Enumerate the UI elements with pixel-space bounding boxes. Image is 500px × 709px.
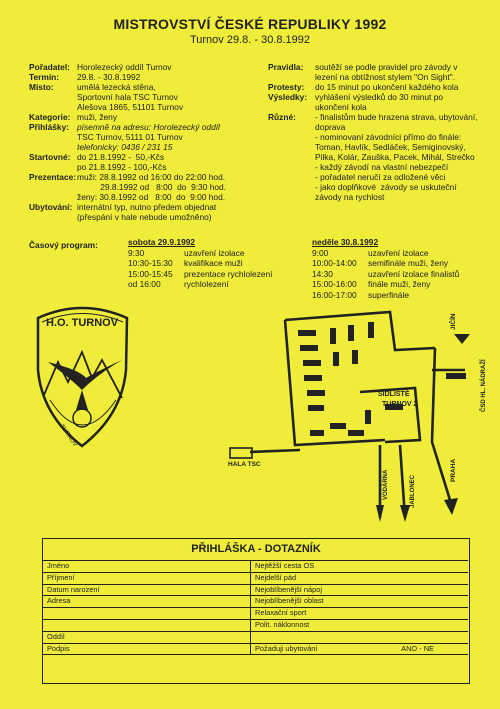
info-value (315, 82, 458, 92)
form-row (43, 644, 468, 656)
schedule-time: 10:00-14:00 (312, 258, 357, 269)
info-line: Sportovní hala TSC Turnov (77, 92, 178, 102)
info-row (29, 202, 244, 222)
info-line: ukončení kola (315, 102, 367, 112)
logo-bird-tail (76, 390, 88, 410)
info-label: Prezentace: (29, 172, 77, 182)
map-building (330, 328, 336, 344)
info-label: Místo: (29, 82, 54, 92)
form-field-right[interactable]: Požaduji ubytování ANO - NE (255, 643, 434, 653)
info-line: vyhlášení výsledků do 30 minut po (315, 92, 444, 102)
form-field-left[interactable]: Jméno (43, 561, 251, 572)
info-line: - finalistům bude hrazena strava, ubytování, (315, 112, 478, 122)
map-building (308, 405, 324, 411)
schedule-event: superfinále (368, 289, 409, 300)
info-line: ženy: 30.8.1992 od 8:00 do 9:00 hod. (77, 192, 226, 202)
form-title: PŘIHLÁŠKA - DOTAZNÍK (191, 543, 321, 555)
schedule-item (312, 279, 459, 290)
map-jablonec-label: JABLONEC (410, 474, 416, 508)
info-line: internátní typ, nutno předem objednat (77, 202, 217, 212)
form-field-left[interactable]: Podpis (43, 644, 251, 655)
schedule-event: uzavření izolace finalistů (368, 268, 460, 279)
info-label: Protesty: (268, 82, 305, 92)
info-line: umělá lezecká stěna, (77, 82, 156, 92)
schedule-time: 14:30 (312, 268, 333, 279)
info-value (77, 172, 226, 202)
form-field-right[interactable]: Polit. náklonnost (255, 619, 310, 629)
info-value (77, 122, 220, 152)
form-row (43, 632, 468, 644)
location-map (200, 300, 500, 525)
info-value (77, 152, 166, 172)
schedule-event: prezentace rychlolezení (184, 268, 273, 279)
form-grid (43, 560, 468, 655)
info-row (29, 152, 244, 172)
map-estate-label-1: SÍDLIŠTĚ (378, 391, 410, 398)
info-line: - jako doplňkové závody se uskuteční (315, 182, 457, 192)
info-line: soutěží se podle pravidel pro závody v (315, 62, 458, 72)
schedule-event: semifinále muži, ženy (368, 258, 449, 269)
info-row (29, 82, 244, 112)
info-row (29, 72, 244, 82)
form-field-left[interactable]: Datum narození (43, 585, 251, 596)
schedule-event: uzavření izolace (368, 247, 429, 258)
map-building (368, 322, 374, 338)
info-value (77, 112, 117, 122)
schedule-event: kvalifikace muži (184, 258, 243, 269)
info-left (29, 62, 244, 222)
map-building (298, 330, 316, 336)
info-label: Startovné: (29, 152, 71, 162)
info-line: - nominovaní závodníci přímo do finále: (315, 132, 462, 142)
schedule-time: 10:30-15:30 (128, 258, 173, 269)
form-field-left[interactable]: Adresa (43, 596, 251, 607)
schedule-item (312, 258, 459, 269)
info-line: muži: 28.8.1992 od 16:00 do 22:00 hod. (77, 172, 226, 182)
form-row (43, 573, 468, 585)
info-line: Toman, Havlík, Sedláček, Semiginovský, (315, 142, 466, 152)
info-line: do 21.8.1992 - 50,-Kčs (77, 152, 165, 162)
praha-arrow-icon (444, 498, 458, 515)
form-field-right[interactable]: Nejdelší pád (255, 572, 297, 582)
info-line: do 15 minut po ukončení každého kola (315, 82, 459, 92)
schedule-time: 9:00 (312, 247, 329, 258)
info-line: telefonicky: 0436 / 231 15 (77, 142, 173, 152)
form-row (43, 620, 468, 632)
map-estate-label-2: TURNOV 2 (382, 401, 418, 408)
info-line: - pořadatel neručí za odložené věci (315, 172, 446, 182)
form-field-right[interactable]: Relaxační sport (255, 608, 307, 618)
info-value (315, 62, 457, 82)
info-line: písemně na adresu: Horolezecký oddíl (77, 122, 220, 132)
schedule-event: rychlolezení (184, 279, 229, 290)
schedule-saturday (128, 237, 272, 290)
info-line: 29.8. - 30.8.1992 (77, 72, 141, 82)
map-building (333, 352, 339, 366)
schedule-sunday (312, 237, 459, 301)
form-row (43, 608, 468, 620)
info-value (315, 92, 443, 112)
info-line: po 21.8.1992 - 100,-Kčs (77, 162, 167, 172)
info-label: Různé: (268, 112, 296, 122)
schedule-time: 15:00-16:00 (312, 279, 357, 290)
info-value (315, 112, 477, 202)
form-field-left[interactable] (43, 608, 251, 619)
info-line: lezení na obtížnost stylem "On Sight". (315, 72, 456, 82)
vodarna-arrow-icon (376, 505, 384, 522)
map-hall-label: HALA TSC (228, 461, 261, 468)
schedule-time: 16:00-17:00 (312, 289, 357, 300)
schedule-item (128, 269, 272, 280)
map-building (303, 360, 321, 366)
logo-bottom-text: TURNOV (58, 423, 78, 448)
info-line: závody na rychlost (315, 192, 385, 202)
info-label: Výsledky: (268, 92, 308, 102)
map-road-hall (250, 450, 300, 452)
info-line: muži, ženy (77, 112, 118, 122)
club-logo (30, 300, 135, 450)
schedule-time: 9:30 (128, 247, 145, 258)
map-building (365, 410, 371, 424)
info-row (29, 62, 244, 72)
form-row (43, 596, 468, 608)
info-label: Přihlášky: (29, 122, 70, 132)
form-row (43, 561, 468, 573)
logo-text: H.O. TURNOV (45, 317, 119, 329)
schedule-item (128, 258, 272, 269)
schedule-time: 15:00-15:45 (128, 268, 173, 279)
info-line: Alešova 1865, 51101 Turnov (77, 102, 184, 112)
map-station-label: ČSD HL. NÁDRAŽÍ (481, 359, 487, 412)
schedule-label: Časový program: (29, 240, 98, 250)
sunday-heading: neděle 30.8.1992 (312, 237, 379, 247)
page-subtitle: Turnov 29.8. - 30.8.1992 (189, 34, 311, 46)
info-row (29, 112, 244, 122)
schedule-item (128, 279, 272, 290)
info-row (268, 92, 483, 112)
map-hall-marker (230, 448, 252, 458)
map-building (310, 430, 324, 436)
info-row (29, 172, 244, 202)
info-row (29, 122, 244, 152)
logo-mountains (44, 352, 122, 398)
registration-form (42, 538, 470, 684)
info-line: TSC Turnov, 5111 01 Turnov (77, 132, 183, 142)
form-accommodation-choice[interactable]: ANO - NE (401, 643, 434, 653)
info-value (77, 62, 172, 72)
jicin-arrow-icon (454, 334, 470, 344)
info-label: Termín: (29, 72, 60, 82)
schedule-item (128, 248, 272, 259)
info-row (268, 62, 483, 82)
info-line: - každý závodí na vlastní nebezpečí (315, 162, 449, 172)
form-field-right[interactable]: Nejoblíbenější oblast (255, 596, 324, 606)
map-building (304, 375, 322, 381)
info-line: Horolezecký oddíl Turnov (77, 62, 172, 72)
info-line: 29.8.1992 od 8:00 do 9:30 hod. (77, 182, 226, 192)
map-building (300, 345, 318, 351)
map-building (352, 350, 358, 364)
saturday-heading: sobota 29.9.1992 (128, 237, 196, 247)
info-label: Pravidla: (268, 62, 304, 72)
info-value (77, 202, 216, 222)
form-field-right[interactable]: Nejoblíbenější nápoj (255, 584, 322, 594)
form-field-right[interactable]: Nejtěžší cesta OS (255, 561, 315, 570)
form-field-right[interactable] (251, 632, 468, 643)
schedule-time: od 16:00 (128, 279, 161, 290)
info-label: Kategorie: (29, 112, 71, 122)
schedule-event: uzavření izolace (184, 247, 245, 258)
info-line: doprava (315, 122, 346, 132)
form-field-left[interactable] (43, 620, 251, 631)
form-row (43, 585, 468, 597)
info-label: Pořadatel: (29, 62, 70, 72)
info-row (268, 82, 483, 92)
map-building (330, 423, 346, 429)
info-value (77, 72, 140, 82)
info-line: Pilka, Kolár, Zauška, Pacek, Mihál, Strečko (315, 152, 475, 162)
map-building (348, 430, 364, 436)
schedule-item (312, 248, 459, 259)
info-right (268, 62, 483, 202)
info-label: Ubytování: (29, 202, 73, 212)
form-field-left[interactable]: Oddíl (43, 632, 251, 643)
map-building (348, 325, 354, 341)
map-building (446, 373, 466, 379)
page-title: MISTROVSTVÍ ČESKÉ REPUBLIKY 1992 (113, 16, 387, 32)
schedule-item (312, 290, 459, 301)
info-value (77, 82, 183, 112)
info-row (268, 112, 483, 202)
map-jicin-label: JIČÍN (450, 313, 457, 330)
jablonec-arrow-icon (400, 505, 410, 522)
map-vodarna-label: VODÁRNA (383, 469, 389, 500)
map-praha-label: PRAHA (450, 458, 457, 482)
map-building (307, 390, 325, 396)
info-line: (přespání v hale nebude umožněno) (77, 212, 212, 222)
schedule-event: finále muži, ženy (368, 279, 431, 290)
schedule-item (312, 269, 459, 280)
form-field-left[interactable]: Příjmení (43, 573, 251, 584)
